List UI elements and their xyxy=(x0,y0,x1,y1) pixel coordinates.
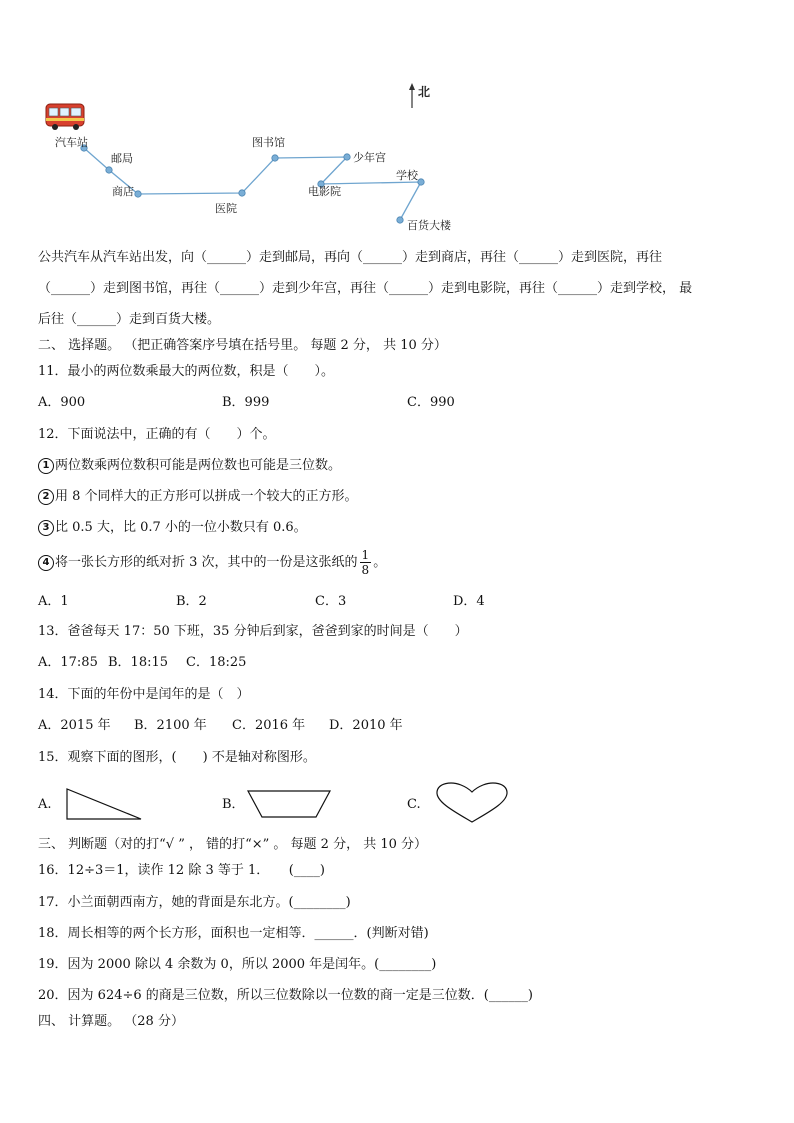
q15-option-c: C. xyxy=(407,797,421,812)
intro-line-1: 公共汽车从汽车站出发，向（______）走到邮局，再向（______）走到商店，再往（______）走到医院，再往 xyxy=(38,250,663,265)
circled-number-1: 1 xyxy=(38,458,54,474)
q12-statement-3: 3 比 0.5 大，比 0.7 小的一位小数只有 0.6。 xyxy=(38,519,307,537)
label-department-store: 百货大楼 xyxy=(407,219,451,232)
label-bus-station: 汽车站 xyxy=(55,136,88,149)
q14-option-b: B．2100 年 xyxy=(134,718,207,733)
node-school xyxy=(418,179,424,185)
judgement-18: 18．周长相等的两个长方形，面积也一定相等．______．(判断对错) xyxy=(38,926,429,941)
q13-option-a: A．17:85 xyxy=(38,655,98,670)
intro-line-2: （______）走到图书馆，再往（______）走到少年宫，再往（______）走到电影院，再往（______）走到学校， 最 xyxy=(38,281,693,296)
north-arrow-icon xyxy=(409,83,415,108)
q13-option-c: C．18:25 xyxy=(186,655,247,670)
q12-option-c: C．3 xyxy=(315,594,347,609)
q11-option-b: B．999 xyxy=(222,395,270,410)
circled-number-2: 2 xyxy=(38,489,54,505)
q15-option-a: A. xyxy=(38,797,52,812)
q12-stem: 12．下面说法中，正确的有（ ）个。 xyxy=(38,427,276,442)
section-3-heading: 三、 判断题（对的打“√ ” ， 错的打“×” 。 每题 2 分， 共 10 分） xyxy=(38,837,428,852)
node-store xyxy=(135,191,141,197)
q11-option-c: C．990 xyxy=(407,395,455,410)
q11-stem: 11．最小的两位数乘最大的两位数，积是（ ）。 xyxy=(38,364,335,379)
label-library: 图书馆 xyxy=(252,136,285,149)
circled-number-4: 4 xyxy=(38,555,54,571)
intro-line-3: 后往（______）走到百货大楼。 xyxy=(38,312,221,327)
q13-stem: 13．爸爸每天 17：50 下班，35 分钟后到家，爸爸到家的时间是（ ） xyxy=(38,624,468,639)
north-label: 北 xyxy=(418,85,431,99)
node-department-store xyxy=(397,217,403,223)
q11-option-a: A．900 xyxy=(38,395,86,410)
label-store: 商店 xyxy=(112,185,134,198)
fraction-one-eighth: $\frac{1}{8}$ xyxy=(361,548,370,577)
trapezoid-shape xyxy=(244,788,334,820)
right-triangle-shape xyxy=(64,786,144,822)
q15-stem: 15．观察下面的图形，( ) 不是轴对称图形。 xyxy=(38,750,316,765)
node-hospital xyxy=(239,190,245,196)
q14-option-c: C．2016 年 xyxy=(232,718,306,733)
q14-option-d: D．2010 年 xyxy=(329,718,403,733)
judgement-16: 16．12÷3＝1，读作 12 除 3 等于 1． (____) xyxy=(38,863,325,878)
label-post-office: 邮局 xyxy=(111,152,133,165)
node-post-office xyxy=(106,167,112,173)
judgement-20: 20．因为 624÷6 的商是三位数，所以三位数除以一位数的商一定是三位数．(______) xyxy=(38,988,533,1003)
label-cinema: 电影院 xyxy=(308,185,341,198)
label-youth-palace: 少年宫 xyxy=(353,151,386,164)
q14-stem: 14．下面的年份中是闰年的是（ ） xyxy=(38,687,250,702)
q14-option-a: A．2015 年 xyxy=(38,718,111,733)
judgement-19: 19．因为 2000 除以 4 余数为 0，所以 2000 年是闰年。(________) xyxy=(38,957,437,972)
label-hospital: 医院 xyxy=(215,202,237,215)
q12-option-d: D．4 xyxy=(453,594,485,609)
heart-shape xyxy=(433,780,511,824)
section-2-heading: 二、 选择题。 （把正确答案序号填在括号里。 每题 2 分， 共 10 分） xyxy=(38,338,447,353)
node-youth-palace xyxy=(344,154,350,160)
node-library xyxy=(272,155,278,161)
route-map xyxy=(0,0,794,240)
q13-option-b: B．18:15 xyxy=(108,655,169,670)
q12-statement-4: 4 将一张长方形的纸对折 3 次，其中的一份是这张纸的 $\frac{1}{8}$ 。 xyxy=(38,548,386,578)
judgement-17: 17．小兰面朝西南方，她的背面是东北方。(________) xyxy=(38,895,351,910)
q15-option-b: B． xyxy=(222,797,245,812)
q12-statement-1: 1 两位数乘两位数积可能是两位数也可能是三位数。 xyxy=(38,457,341,475)
circled-number-3: 3 xyxy=(38,520,54,536)
q12-option-a: A．1 xyxy=(38,594,69,609)
bus-icon xyxy=(46,104,84,130)
q12-option-b: B．2 xyxy=(176,594,207,609)
q12-statement-2: 2 用 8 个同样大的正方形可以拼成一个较大的正方形。 xyxy=(38,488,358,506)
label-school: 学校 xyxy=(396,169,418,182)
section-4-heading: 四、 计算题。 （28 分） xyxy=(38,1014,184,1029)
